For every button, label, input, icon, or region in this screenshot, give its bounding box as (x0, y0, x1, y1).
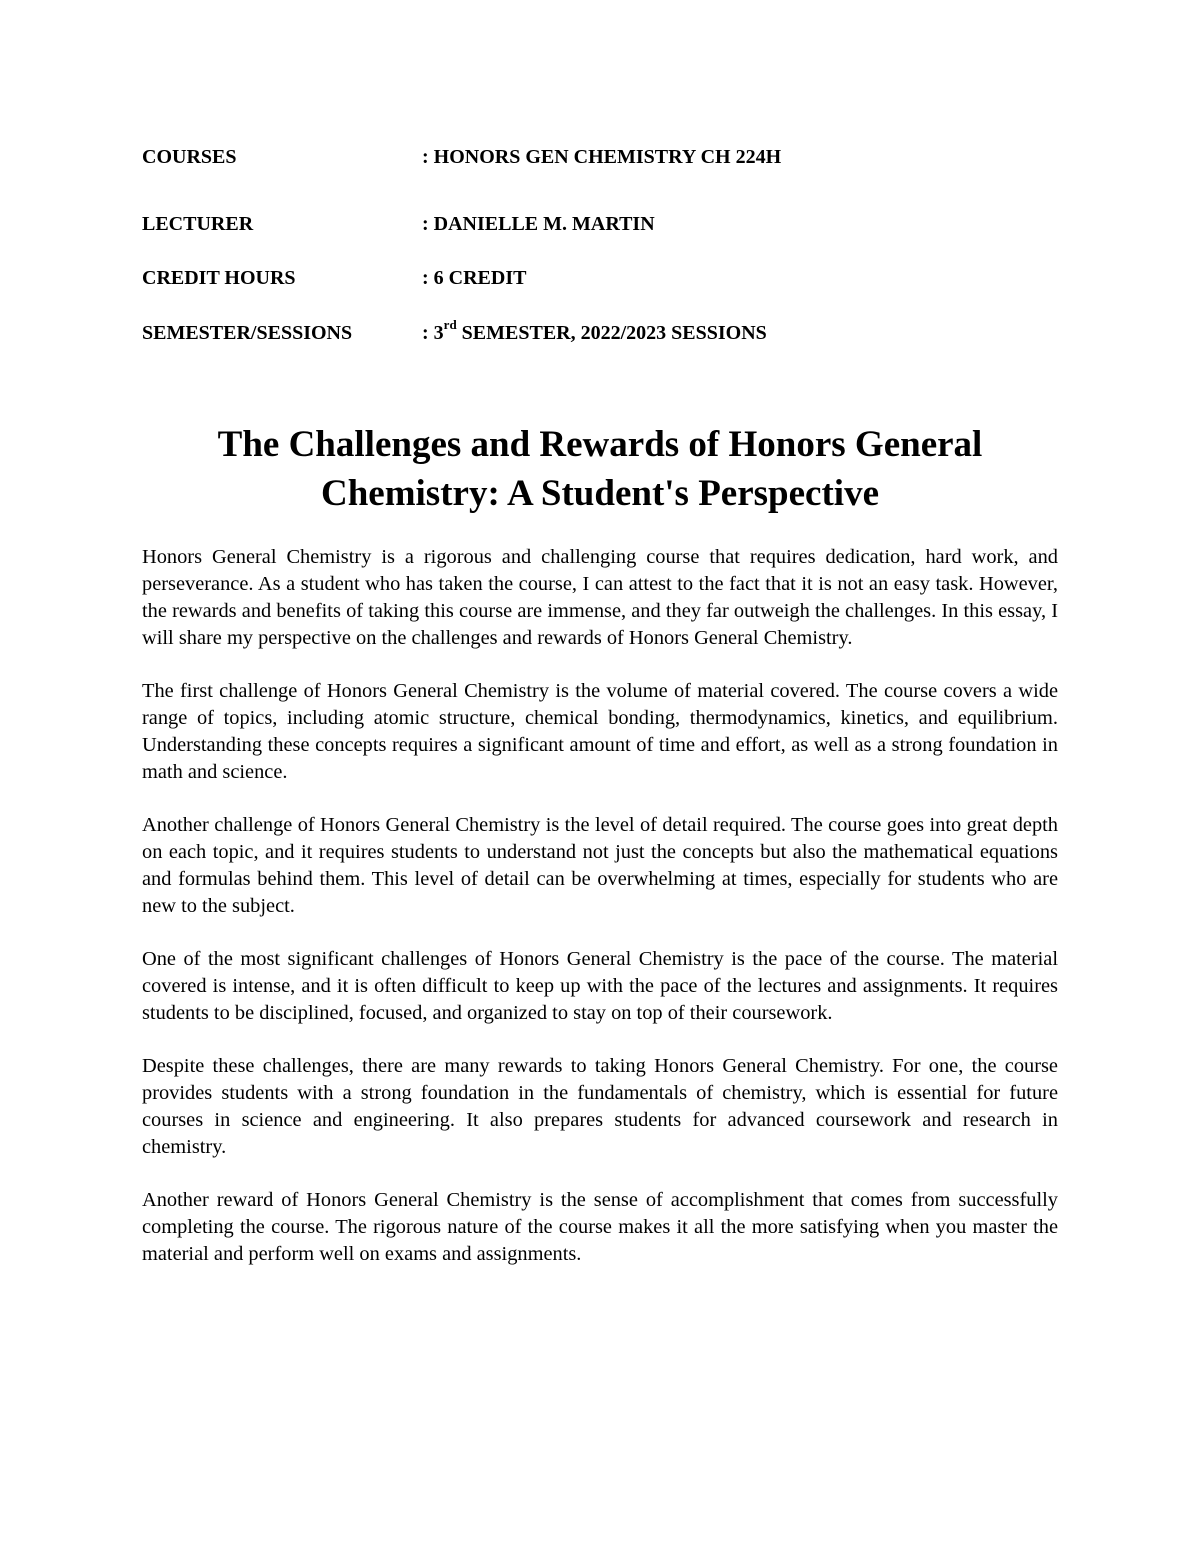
semester-label: SEMESTER/SESSIONS (142, 322, 353, 344)
semester-value (422, 318, 767, 348)
semester-value-suffix: SEMESTER, 2022/2023 SESSIONS (456, 322, 767, 344)
essay-paragraph: Another reward of Honors General Chemistry is the sense of accomplishment that comes from successfully completing the course. The rigorous nature of the course makes it all the more satisfying when you master the material and perform well on exams and assignments. (142, 1189, 1058, 1265)
courses-value: : HONORS GEN CHEMISTRY CH 224H (422, 146, 782, 168)
lecturer-label: LECTURER (142, 213, 254, 235)
semester-ordinal-suffix: rd (443, 317, 457, 333)
essay-paragraph: One of the most significant challenges of Honors General Chemistry is the pace of the course. The material covered is intense, and it is often difficult to keep up with the pace of the lectures and assignments. It requires students to be disciplined, focused, and organized to stay on top of their coursework. (142, 948, 1058, 1024)
essay-title (142, 420, 1058, 518)
essay-paragraph: The first challenge of Honors General Chemistry is the volume of material covered. The course covers a wide range of topics, including atomic structure, chemical bonding, thermodynamics, kinetics, and equilibrium. Understanding these concepts requires a significant amount of time and effort, as well as a strong foundation in math and science. (142, 680, 1058, 783)
credit-hours-row (142, 263, 1062, 293)
semester-value-prefix: : 3 (422, 322, 444, 344)
lecturer-row (142, 209, 1062, 239)
courses-row (142, 142, 1062, 172)
courses-label: COURSES (142, 146, 237, 168)
essay-paragraph: Honors General Chemistry is a rigorous and challenging course that requires dedication, hard work, and perseverance. As a student who has taken the course, I can attest to the fact that it is not an easy task. However, the rewards and benefits of taking this course are immense, and they far outweigh the challenges. In this essay, I will share my perspective on the challenges and rewards of Honors General Chemistry. (142, 546, 1058, 649)
essay-paragraph: Another challenge of Honors General Chemistry is the level of detail required. The course goes into great depth on each topic, and it requires students to understand not just the concepts but also the mathematical equations and formulas behind them. This level of detail can be overwhelming at times, especially for students who are new to the subject. (142, 814, 1058, 917)
credit-hours-value: : 6 CREDIT (422, 267, 527, 289)
essay-body (142, 544, 1058, 1294)
essay-title-line-2: Chemistry: A Student's Perspective (320, 473, 880, 514)
essay-title-line-1: The Challenges and Rewards of Honors General (217, 424, 983, 465)
lecturer-value: : DANIELLE M. MARTIN (422, 213, 655, 235)
semester-row (142, 318, 1062, 348)
essay-paragraph: Despite these challenges, there are many rewards to taking Honors General Chemistry. For one, the course provides students with a strong foundation in the fundamentals of chemistry, which is essential for future courses in science and engineering. It also prepares students for advanced coursework and research in chemistry. (142, 1055, 1058, 1158)
credit-hours-label: CREDIT HOURS (142, 267, 296, 289)
